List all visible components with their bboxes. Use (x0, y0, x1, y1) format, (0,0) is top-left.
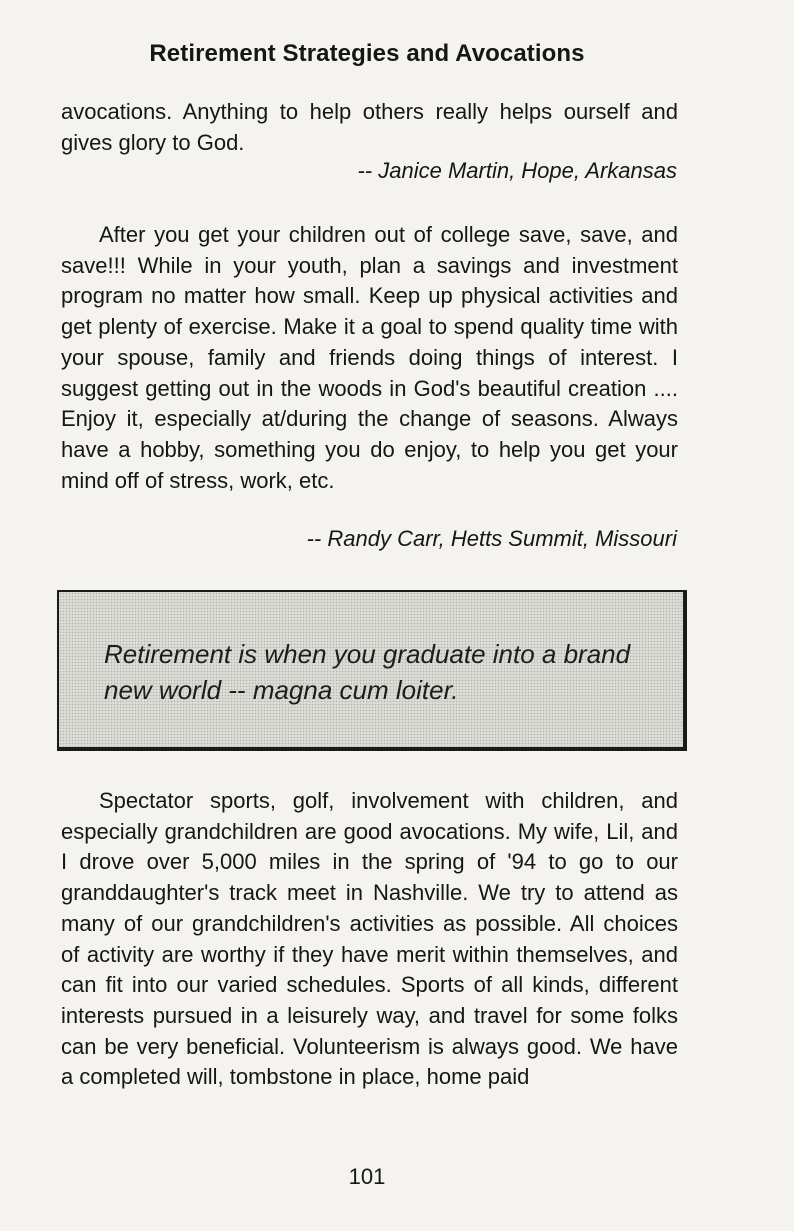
paragraph-continuation (61, 97, 678, 158)
attribution-randy-carr: -- Randy Carr, Hetts Summit, Missouri (306, 526, 677, 551)
page-number: 101 (348, 1164, 386, 1189)
paragraph-text: avocations. Anything to help others really helps ourself and gives glory to God. (61, 99, 678, 155)
page-header-title: Retirement Strategies and Avocations (149, 40, 585, 67)
paragraph-text: After you get your children out of college save, save, and save!!! While in your youth, plan a savings and investment program no matter how small. Keep up physical activities and get plenty of exercise. Make it a goal to spend quality time with your spouse, family and friends doing things of interest. I suggest getting out in the woods in God's beautiful creation .... Enjoy it, especially at/during the change of seasons. Always have a hobby, something you do enjoy, to help you get your mind off of stress, work, etc. (61, 222, 678, 493)
quote-text: Retirement is when you graduate into a brand new world -- magna cum loiter. (104, 639, 631, 705)
attribution-janice-martin: -- Janice Martin, Hope, Arkansas (357, 158, 677, 183)
paragraph-spectator-sports (61, 786, 678, 1093)
paragraph-text: Spectator sports, golf, involvement with children, and especially grandchildren are good avocations. My wife, Lil, and I drove over 5,000 miles in the spring of '94 to go to our granddaughter's track meet in Nashville. We try to attend as many of our grandchildren's activities as possible. All choices of activity are worthy if they have merit within themselves, and can fit into our varied schedules. Sports of all kinds, different interests pursued in a leisurely way, and travel for some folks can be very beneficial. Volunteerism is always good. We have a completed will, tombstone in place, home paid (61, 788, 678, 1090)
paragraph-randy-carr (61, 220, 678, 496)
quote-box (57, 590, 687, 751)
